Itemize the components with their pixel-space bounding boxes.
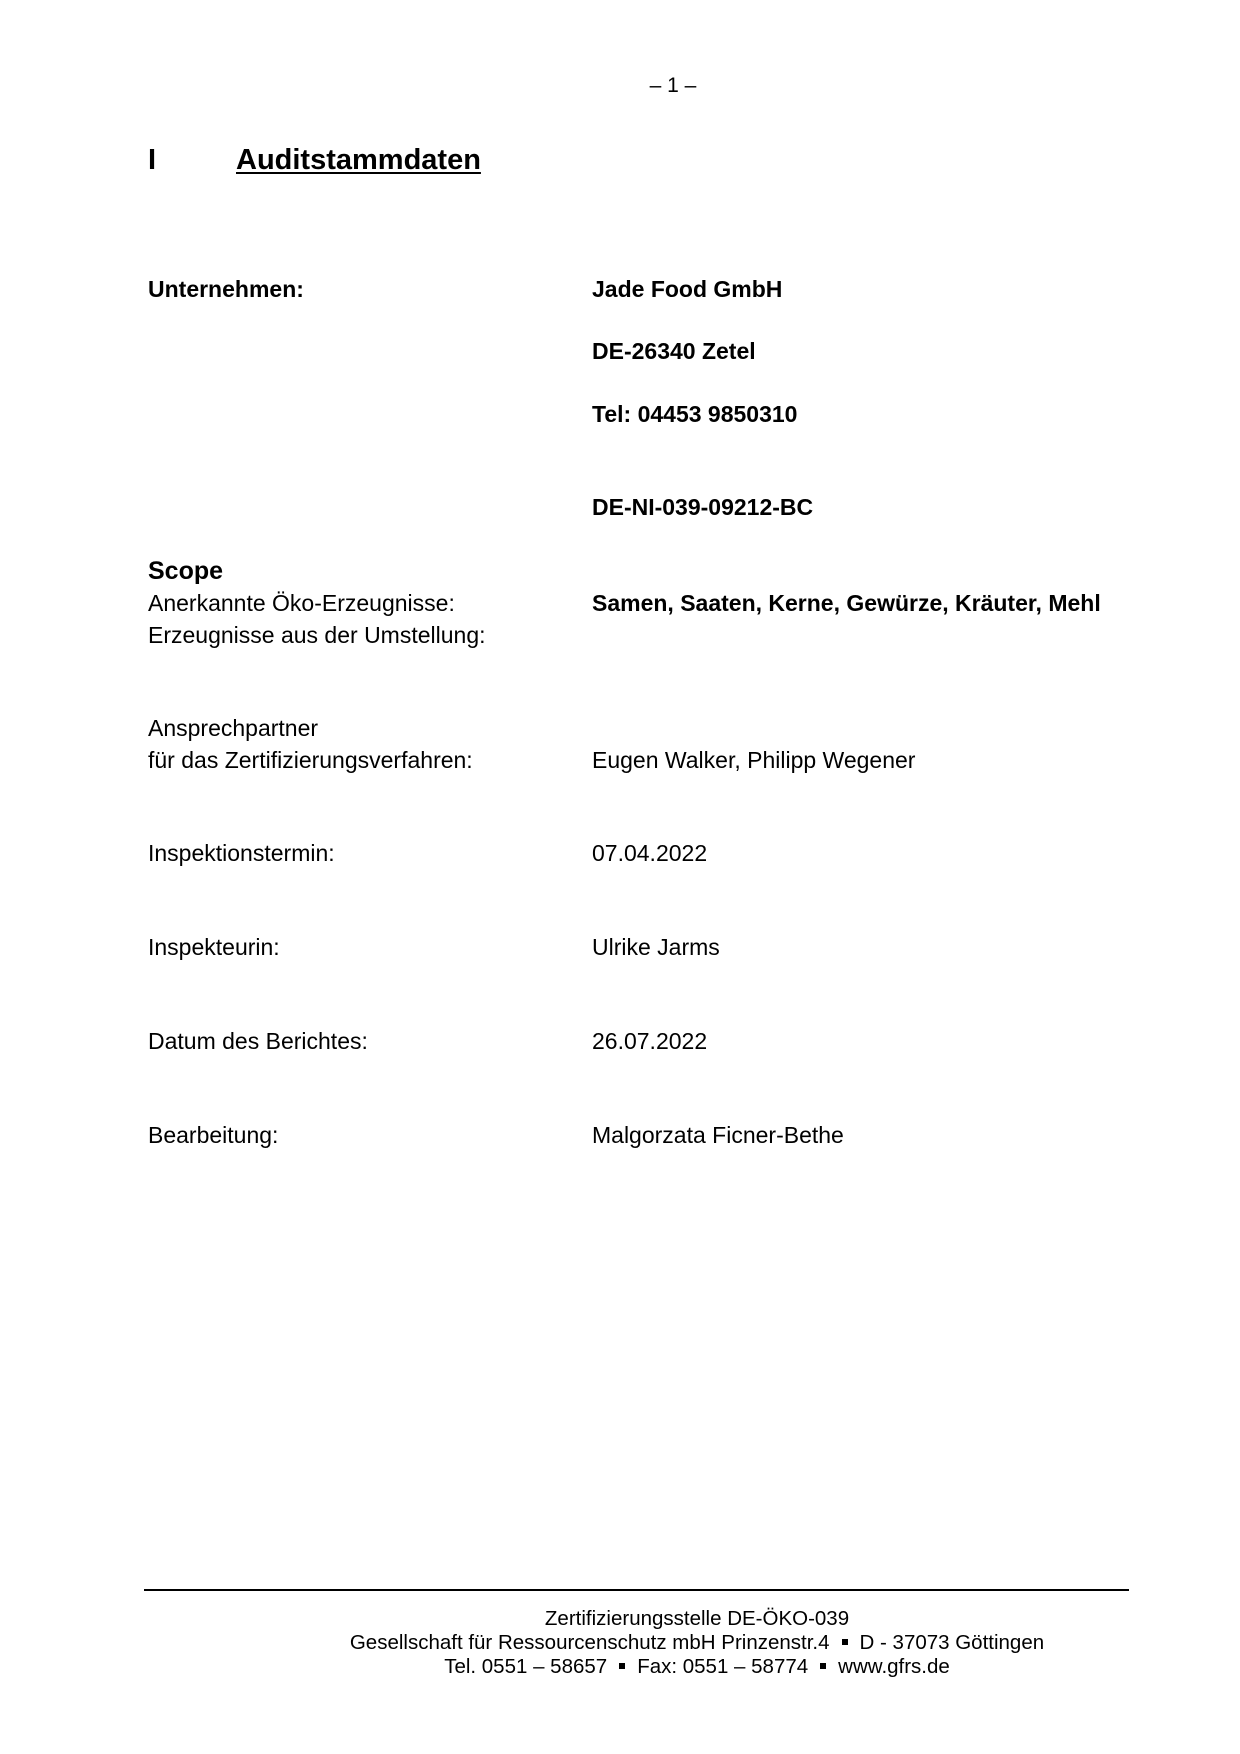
company-city: DE-26340 Zetel xyxy=(592,338,756,364)
footer-address: Gesellschaft für Ressourcenschutz mbH Prinzenstr.4 xyxy=(349,1631,830,1654)
inspection-date-value: 07.04.2022 xyxy=(592,840,708,866)
bullet-square-icon xyxy=(842,1639,848,1645)
inspector-value: Ulrike Jarms xyxy=(592,934,720,960)
report-date-value: 26.07.2022 xyxy=(592,1028,708,1054)
contact-value: Eugen Walker, Philipp Wegener xyxy=(592,747,916,773)
footer-line2 xyxy=(0,1631,1240,1655)
processing-value: Malgorzata Ficner-Bethe xyxy=(592,1122,844,1148)
company-phone: Tel: 04453 9850310 xyxy=(592,401,798,427)
company-label: Unternehmen: xyxy=(148,276,304,302)
scope-conversion-label: Erzeugnisse aus der Umstellung: xyxy=(148,622,486,648)
contact-label-line2: für das Zertifizierungsverfahren: xyxy=(148,747,473,773)
section-number: I xyxy=(148,144,157,176)
section-title: Auditstammdaten xyxy=(236,144,481,176)
footer-city: D - 37073 Göttingen xyxy=(859,1631,1045,1654)
bullet-square-icon xyxy=(820,1663,826,1669)
footer-fax: Fax: 0551 – 58774 xyxy=(637,1655,809,1678)
footer-line1: Zertifizierungsstelle DE-ÖKO-039 xyxy=(544,1607,850,1630)
page-number: – 1 – xyxy=(649,74,697,97)
report-date-label: Datum des Berichtes: xyxy=(148,1028,368,1054)
section-heading xyxy=(148,144,481,177)
footer-phone: Tel. 0551 – 58657 xyxy=(444,1655,608,1678)
contact-label-line1: Ansprechpartner xyxy=(148,715,319,741)
inspector-label: Inspekteurin: xyxy=(148,934,280,960)
bullet-square-icon xyxy=(619,1663,625,1669)
scope-products-value: Samen, Saaten, Kerne, Gewürze, Kräuter, Mehl xyxy=(592,590,1101,616)
company-code: DE-NI-039-09212-BC xyxy=(592,494,814,520)
footer-line3 xyxy=(0,1655,1240,1679)
scope-title: Scope xyxy=(148,557,224,585)
footer-website: www.gfrs.de xyxy=(838,1655,950,1678)
inspection-date-label: Inspektionstermin: xyxy=(148,840,335,866)
company-name: Jade Food GmbH xyxy=(592,276,783,302)
processing-label: Bearbeitung: xyxy=(148,1122,279,1148)
footer-divider xyxy=(144,1589,1129,1591)
scope-products-label: Anerkannte Öko-Erzeugnisse: xyxy=(148,590,455,616)
